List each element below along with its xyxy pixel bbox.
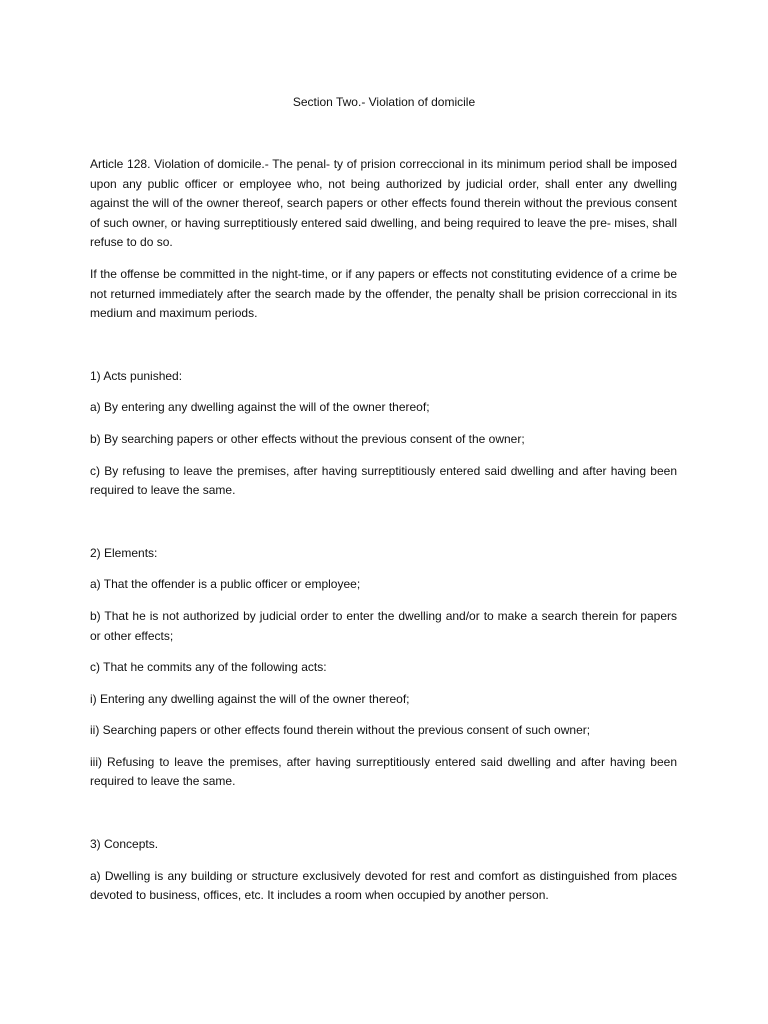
elements-item-i: i) Entering any dwelling against the will of the owner thereof; [90,691,410,706]
elements-item-b: b) That he is not authorized by judicial order to enter the dwelling and/or to make a search therein for papers or other effects; [90,608,677,643]
acts-punished-item-b: b) By searching papers or other effects without the previous consent of the owner; [90,431,525,446]
elements-item-a: a) That the offender is a public officer or employee; [90,577,361,592]
elements-heading: 2) Elements: [90,545,158,560]
elements-item-c: c) That he commits any of the following acts: [90,660,327,675]
acts-punished-item-c: c) By refusing to leave the premises, after having surreptitiously entered said dwelling and after having been required to leave the same. [90,463,677,498]
night-time-paragraph: If the offense be committed in the night-time, or if any papers or effects not constituting evidence of a crime be not returned immediately after the search made by the offender, the penalty shall be prision correccional in its medium and maximum periods. [90,266,677,321]
acts-punished-heading: 1) Acts punished: [90,368,183,383]
concepts-heading: 3) Concepts. [90,837,159,852]
elements-item-ii: ii) Searching papers or other effects found therein without the previous consent of such owner; [90,723,591,738]
article-128-paragraph: Article 128. Violation of domicile.- The penal- ty of prision correccional in its minimum period shall be imposed upon any public officer or employee who, not being authorized by judicial order, shall enter any dwelling against the will of the owner thereof, search papers or other effects found therein without the previous consent of such owner, or having surreptitiously entered said dwelling, and being required to leave the pre- mises, shall refuse to do so. [90,157,677,250]
document-body [90,155,677,918]
acts-punished-item-a: a) By entering any dwelling against the will of the owner thereof; [90,400,430,415]
elements-item-iii: iii) Refusing to leave the premises, after having surreptitiously entered said dwelling and after having been required to leave the same. [90,754,677,789]
concepts-item-a: a) Dwelling is any building or structure exclusively devoted for rest and comfort as distinguished from places devoted to business, offices, etc. It includes a room when occupied by another person. [90,868,677,903]
page-title: Section Two.- Violation of domicile [292,95,476,109]
